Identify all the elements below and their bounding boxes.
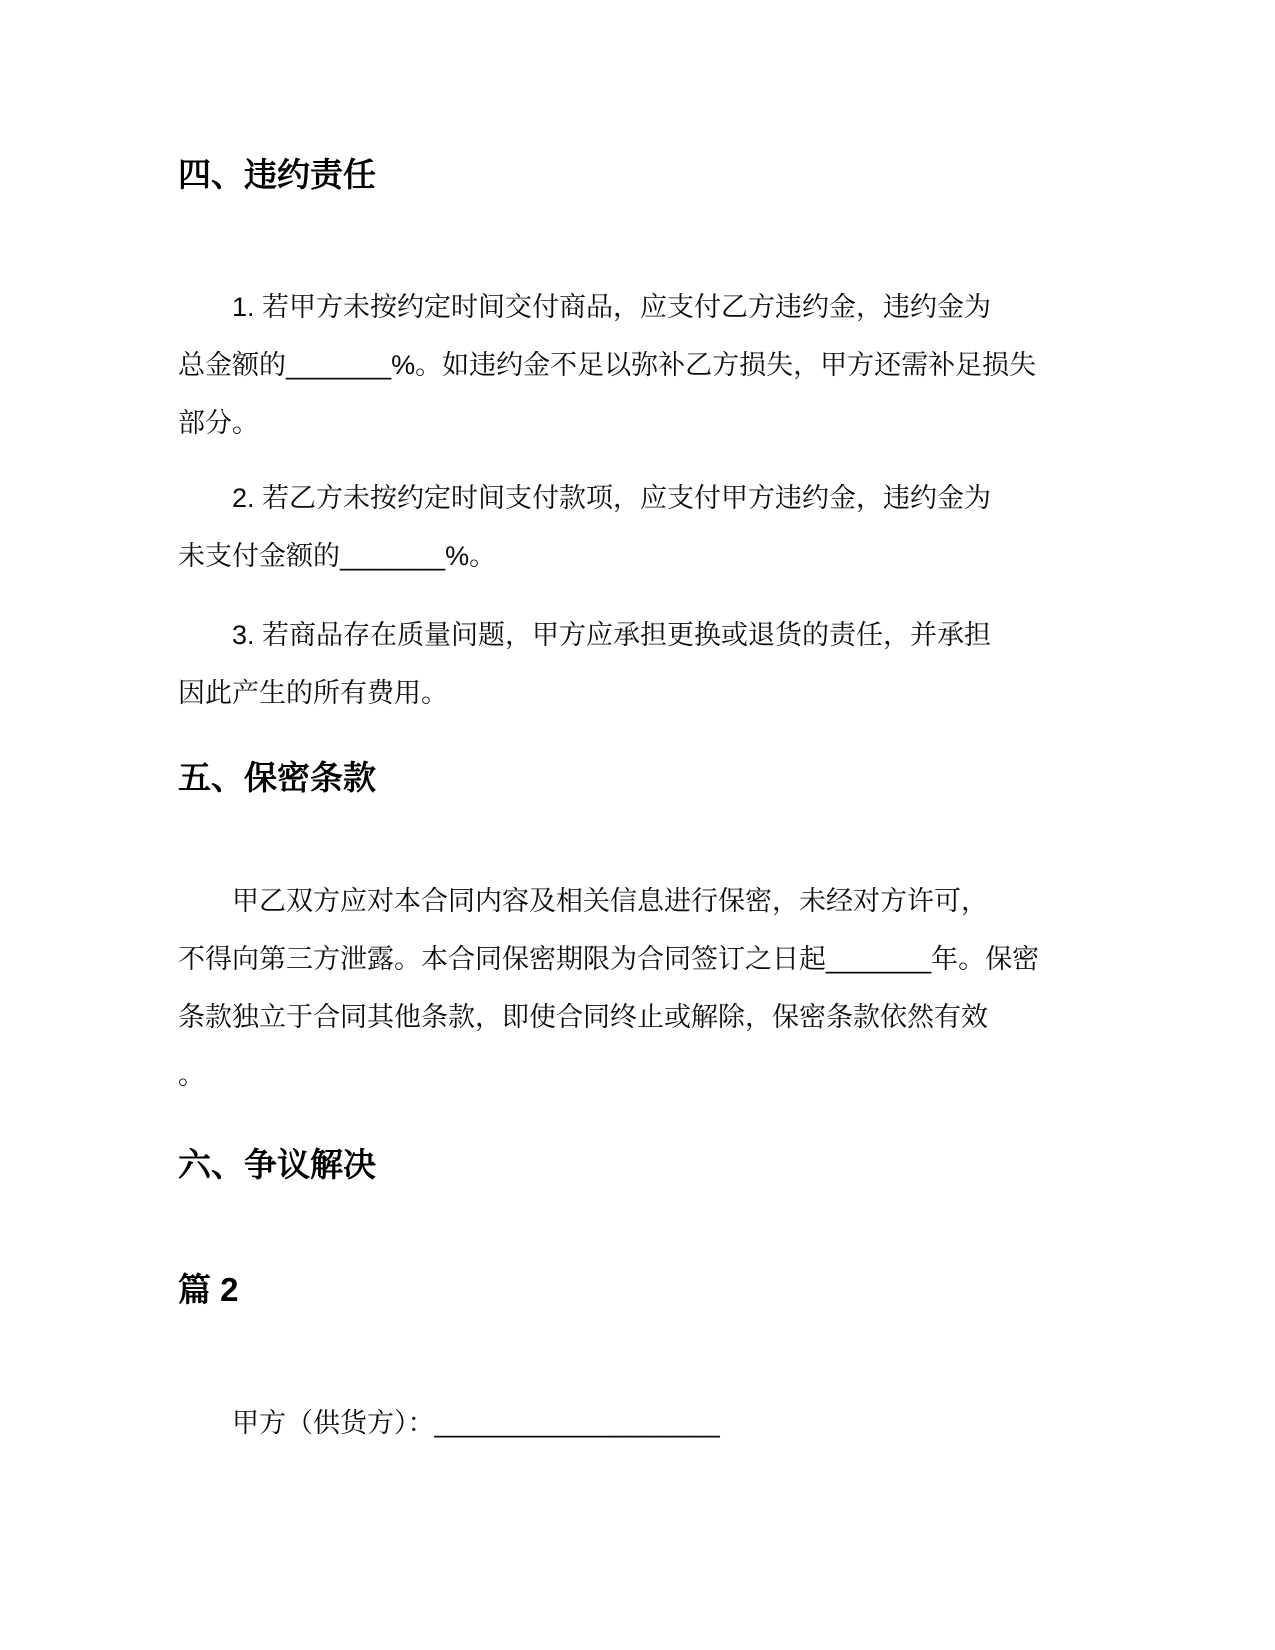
text-line: 部分。 xyxy=(178,408,259,438)
text-line: 3. 若商品存在质量问题，甲方应承担更换或退货的责任，并承担 xyxy=(232,620,992,650)
heading-dispute-resolution: 六、争议解决 xyxy=(178,1146,376,1183)
party-a-blank-line: 甲方（供货方）：___________________ xyxy=(232,1408,720,1438)
text-line: 总金额的_______%。如违约金不足以弥补乙方损失，甲方还需补足损失 xyxy=(178,350,1037,380)
paragraph-confidentiality xyxy=(178,872,1083,1104)
text-line: 因此产生的所有费用。 xyxy=(178,678,448,708)
paragraph-breach-item-1 xyxy=(178,278,1083,452)
heading-confidentiality: 五、保密条款 xyxy=(178,759,376,796)
paragraph-breach-item-2 xyxy=(178,469,1083,585)
text-line: 未支付金额的_______%。 xyxy=(178,541,497,571)
text-line: 条款独立于合同其他条款，即使合同终止或解除，保密条款依然有效 xyxy=(178,1002,988,1032)
text-line: 2. 若乙方未按约定时间支付款项，应支付甲方违约金，违约金为 xyxy=(232,483,992,513)
paragraph-party-a-supplier xyxy=(178,1394,1083,1452)
text-line: 1. 若甲方未按约定时间交付商品，应支付乙方违约金，违约金为 xyxy=(232,292,992,322)
contract-body xyxy=(0,154,1275,1452)
heading-part-2: 篇 2 xyxy=(178,1271,239,1308)
text-line: 。 xyxy=(178,1060,205,1090)
text-line: 不得向第三方泄露。本合同保密期限为合同签订之日起_______年。保密 xyxy=(178,944,1040,974)
heading-breach-liability: 四、违约责任 xyxy=(178,156,376,193)
text-line: 甲乙双方应对本合同内容及相关信息进行保密，未经对方许可， xyxy=(232,886,988,916)
paragraph-breach-item-3 xyxy=(178,606,1083,722)
